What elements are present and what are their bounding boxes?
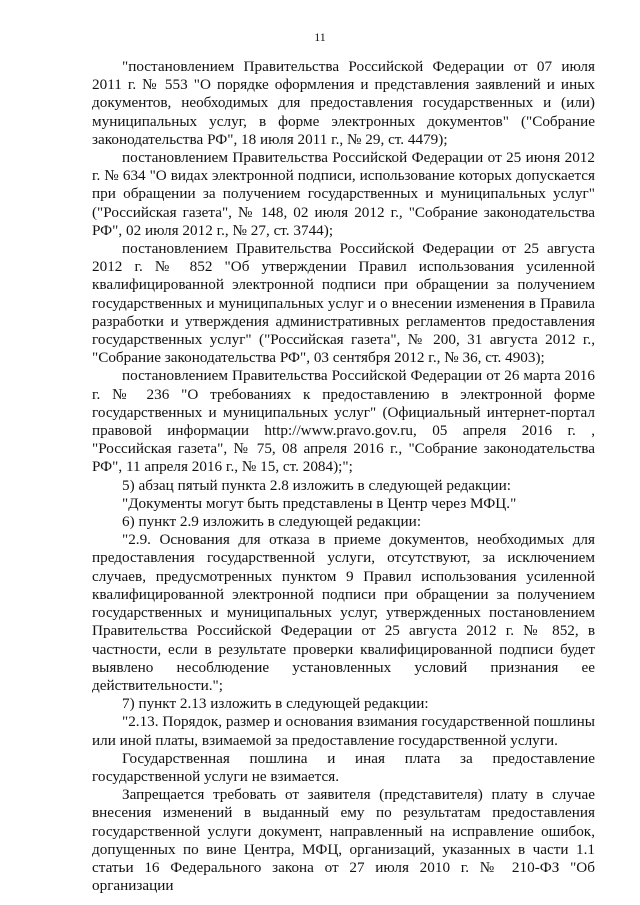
paragraph-item-7: 7) пункт 2.13 изложить в следующей редакции: — [122, 695, 429, 713]
paragraph-clause-2-9: "2.9. Основания для отказа в приеме документов, необходимых для предоставления государственной услуги, отсутствуют, за исключением случаев, предусмотренных пунктом 9 Правил использования усиленной квалифицированной электронной подписи при обращении за получением государственных и муниципальных услуг, утвержденных постановлением Правительства Российской Федерации от 25 августа 2012 г. № 852, в частности, если в результате проверки квалифицированной подписи будет выявлено несоблюдение установленных условий признания ее действительности."; — [92, 531, 595, 694]
paragraph-decree-634: постановлением Правительства Российской Федерации от 25 июня 2012 г. № 634 "О видах электронной подписи, использование которых допускается при обращении за получением государственных и муниципальных услуг" ("Российская газета", № 148, 02 июля 2012 г., "Собрание законодательства РФ", 02 июля 2012 г., № 27, ст. 3744); — [92, 149, 595, 239]
page-number: 11 — [314, 30, 326, 44]
paragraph-decree-852: постановлением Правительства Российской Федерации от 25 августа 2012 г. № 852 "Об утверждении Правил использования усиленной квалифицированной электронной подписи при обращении за получением государственных и муниципальных услуг и о внесении изменения в Правила разработки и утверждения административных регламентов предоставления государственных услуг" ("Российская газета", № 200, 31 августа 2012 г., "Собрание законодательства РФ", 03 сентября 2012 г., № 36, ст. 4903); — [92, 240, 595, 367]
paragraph-item-5: 5) абзац пятый пункта 2.8 изложить в следующей редакции: — [122, 476, 511, 494]
paragraph-item-5-text: "Документы могут быть представлены в Центр через МФЦ." — [122, 494, 517, 512]
paragraph-item-6: 6) пункт 2.9 изложить в следующей редакции: — [122, 513, 422, 531]
paragraph-fee-not-charged: Государственная пошлина и иная плата за предоставление государственной услуги не взимается. — [92, 749, 595, 785]
paragraph-decree-236: постановлением Правительства Российской Федерации от 26 марта 2016 г. № 236 "О требованиях к предоставлению в электронной форме государственных и муниципальных услуг" (Официальный интернет-портал правовой информации http://www.pravo.gov.ru, 05 апреля 2016 г. , "Российская газета", № 75, 08 апреля 2016 г., "Собрание законодательства РФ", 11 апреля 2016 г., № 15, ст. 2084);"; — [92, 367, 595, 476]
paragraph-clause-2-13: "2.13. Порядок, размер и основания взимания государственной пошлины или иной платы, взимаемой за предоставление государственной услуги. — [92, 713, 595, 749]
paragraph-fee-prohibition: Запрещается требовать от заявителя (представителя) плату в случае внесения изменений в выданный ему по результатам предоставления государственной услуги документ, направленный на исправление ошибок, допущенных по вине Центра, МФЦ, организаций, указанных в части 1.1 статьи 16 Федерального закона от 27 июля 2010 г. № 210-ФЗ "Об организации — [92, 786, 595, 895]
paragraph-decree-553: "постановлением Правительства Российской Федерации от 07 июля 2011 г. № 553 "О порядке оформления и представления заявлений и иных документов, необходимых для предоставления государственных и (или) муниципальных услуг, в форме электронных документов" ("Собрание законодательства РФ", 18 июля 2011 г., № 29, ст. 4479); — [92, 58, 595, 148]
